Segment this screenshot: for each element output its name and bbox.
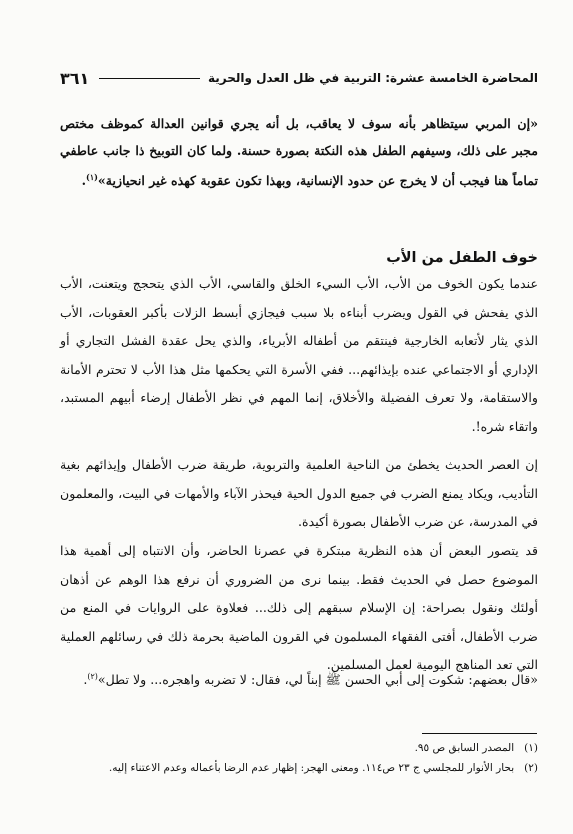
- footnote-1: [40, 740, 538, 756]
- footnote-separator: [422, 733, 537, 734]
- footnote-text: بحار الأنوار للمجلسي ج ٢٣ ص١١٤. ومعنى الهجر: إظهار عدم الرضا بأعماله وعدم الاعتناء إليه.: [108, 762, 515, 774]
- hadith-paragraph: «قال بعضهم: شكوت إلى أبي الحسن ﷺ إبناً لي، فقال: لا تضربه واهجره... ولا تطل»$^{(٢)}$.: [83, 672, 538, 688]
- footnote-number: (١): [524, 742, 538, 754]
- section-heading: خوف الطفل من الأب: [386, 250, 538, 266]
- paragraph-modern-era: إن العصر الحديث يخطئ من الناحية العلمية والتربوية، طريقة ضرب الأطفال وإيذائهم بغية التأديب، ويكاد يمنع الضرب في جميع الدول الحية فيحذر الآباء والأمهات في البيت، والمعلمون في المدرسة، عن ضرب الأطفال بصورة أكيدة.: [60, 457, 538, 529]
- footnote-ref-1: (١): [86, 172, 98, 182]
- hadith-text: «قال بعضهم: شكوت إلى أبي الحسن ﷺ إبناً لي، فقال: لا تضربه واهجره... ولا تطل»: [97, 672, 538, 688]
- footnote-2: [40, 760, 538, 776]
- running-header: [60, 66, 538, 90]
- paragraph-islam-precedence: قد يتصور البعض أن هذه النظرية مبتكرة في عصرنا الحاضر، وأن الانتباه إلى أهمية هذا الموضوع حصل في الحديث فقط. بينما نرى من الضروري أن نرفع هذا الوهم عن أذهان أولئك ونقول بصراحة: إن الإسلام سبقهم إلى ذلك... فعلاوة على الروايات في المنع من ضرب الأطفال، أفتى الفقهاء المسلمون في القرون الماضية بحرمة ذلك في رسائلهم العملية التي تعد المناهج اليومية لعمل المسلمين.: [60, 543, 538, 672]
- footnote-ref-2: (٢): [87, 672, 98, 681]
- footnote-text: المصدر السابق ص ٩٥.: [414, 742, 515, 754]
- footnote-number: (٢): [524, 762, 538, 774]
- paragraph-father-fear: عندما يكون الخوف من الأب، الأب السيء الخلق والقاسي، الأب الذي يتحجج ويتعنت، الأب الذي يفحش في القول ويضرب أبناءه بلا سبب فيجازي أبسط الزلات بأكبر العقوبات، الأب الذي يثار لأتعابه الخارجية فينتقم من أطفاله الأبرياء، والذي يحل عقدة الفشل التجاري أو الإداري أو الاجتماعي عنده بإيذائهم... ففي الأسرة التي يحكمها مثل هذا الأب لا تحترم الأمانة والاستقامة، ولا تعرف الفضيلة والأخلاق، إنما المهم في نظر الأطفال إرضاء أبيهم المستبد، واتقاء شره!.: [60, 276, 538, 434]
- header-rule: [99, 78, 200, 79]
- page-number: ٣٦١: [60, 68, 90, 88]
- quote-text: «إن المربي سيتظاهر بأنه سوف لا يعاقب، بل أنه يجري قوانين العدالة كموظف مختص مجبر على ذلك، وسيفهم الطفل هذه النكتة بصورة حسنة. ولما كان التوبيخ ذا جانب عاطفي تماماً هنا فيجب أن لا يخرج عن حدود الإنسانية، وبهذا تكون عقوبة كهذه غير انحيازية»: [60, 116, 538, 189]
- running-header-title: المحاضرة الخامسة عشرة: التربية في ظل العدل والحرية: [207, 71, 538, 85]
- quote-paragraph: «إن المربي سيتظاهر بأنه سوف لا يعاقب، بل أنه يجري قوانين العدالة كموظف مختص مجبر على ذلك، وسيفهم الطفل هذه النكتة بصورة حسنة. ولما كان التوبيخ ذا جانب عاطفي تماماً هنا فيجب أن لا يخرج عن حدود الإنسانية، وبهذا تكون عقوبة كهذه غير انحيازية»$^{(١)}$.: [60, 116, 538, 189]
